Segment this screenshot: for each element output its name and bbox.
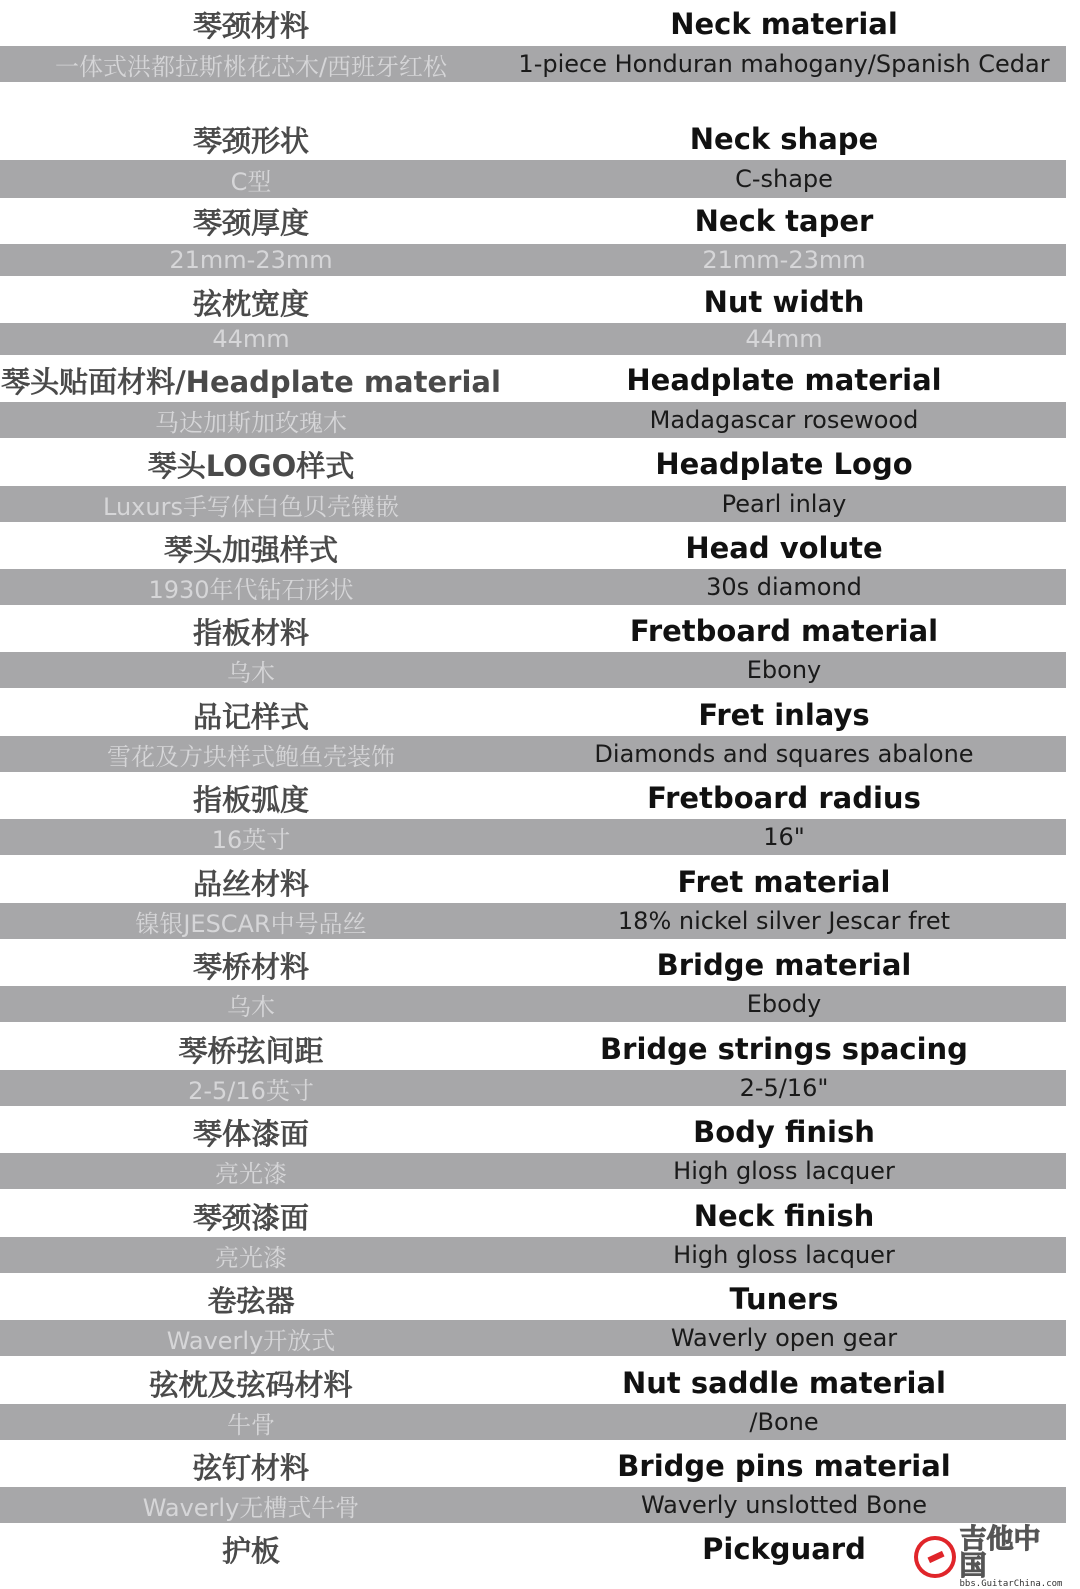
guitar-logo-icon bbox=[914, 1536, 956, 1578]
spec-value-row bbox=[0, 819, 1066, 855]
spec-title-en: Neck finish bbox=[693, 1199, 875, 1233]
spec-value-cn: Waverly开放式 bbox=[166, 1326, 336, 1355]
spec-value-en: Waverly unslotted Bone bbox=[640, 1491, 928, 1519]
spec-value-cn: C型 bbox=[230, 167, 272, 196]
spec-value-cn: 21mm-23mm bbox=[169, 246, 333, 274]
spec-title-en: Pickguard bbox=[702, 1532, 866, 1566]
spec-title-cn: 琴颈材料 bbox=[192, 8, 309, 43]
watermark-text bbox=[959, 1523, 1066, 1589]
spec-title-en: Fretboard material bbox=[629, 614, 939, 648]
spec-value-row bbox=[0, 323, 1066, 355]
spec-value-cn: Luxurs手写体白色贝壳镶嵌 bbox=[103, 492, 399, 521]
spec-title-en: Headplate Logo bbox=[655, 447, 913, 481]
spec-title-en: Nut saddle material bbox=[622, 1366, 946, 1400]
spec-value-cn: Waverly无槽式牛骨 bbox=[142, 1493, 360, 1522]
spec-title-cn: 琴头加强样式 bbox=[163, 532, 338, 567]
spec-value-en: Diamonds and squares abalone bbox=[594, 740, 974, 768]
site-watermark bbox=[914, 1523, 1066, 1589]
spec-title-en: Tuners bbox=[729, 1282, 839, 1316]
spec-title-row bbox=[0, 198, 1080, 244]
spec-title-cn: 琴桥弦间距 bbox=[178, 1033, 324, 1068]
watermark-url: bbs.GuitarChina.com bbox=[959, 1578, 1063, 1589]
spec-value-row bbox=[0, 160, 1066, 198]
spec-value-cn: 16英寸 bbox=[211, 825, 291, 854]
spec-title-cn: 指板弧度 bbox=[192, 782, 309, 817]
spec-value-en: 16" bbox=[763, 823, 805, 851]
spec-title-row bbox=[0, 943, 1080, 987]
spec-value-cn: 乌木 bbox=[227, 992, 275, 1021]
spec-value-row bbox=[0, 46, 1066, 82]
spec-value-row bbox=[0, 1320, 1066, 1356]
spec-value-cn: 乌木 bbox=[227, 658, 275, 687]
spec-title-cn: 琴头贴面材料/Headplate material bbox=[1, 364, 501, 399]
spec-value-en: Madagascar rosewood bbox=[649, 406, 919, 434]
spec-value-cn: 2-5/16英寸 bbox=[188, 1076, 314, 1105]
spec-title-cn: 琴体漆面 bbox=[192, 1116, 309, 1151]
spec-title-row bbox=[0, 118, 1080, 160]
spec-value-row bbox=[0, 244, 1066, 276]
spec-value-en: /Bone bbox=[749, 1408, 819, 1436]
spec-title-en: Fret material bbox=[677, 865, 891, 899]
spec-value-cn: 亮光漆 bbox=[215, 1243, 287, 1272]
spec-value-row bbox=[0, 986, 1066, 1022]
spec-value-en: High gloss lacquer bbox=[673, 1241, 895, 1269]
spec-value-row bbox=[0, 1237, 1066, 1273]
spec-value-en: C-shape bbox=[735, 165, 833, 193]
spec-value-cn: 镍银JESCAR中号品丝 bbox=[135, 909, 367, 938]
spec-value-cn: 牛骨 bbox=[227, 1410, 275, 1439]
spec-value-en: 44mm bbox=[745, 325, 823, 353]
spec-value-cn: 亮光漆 bbox=[215, 1159, 287, 1188]
spec-value-row bbox=[0, 1070, 1066, 1106]
spec-value-en: 30s diamond bbox=[706, 573, 862, 601]
spec-value-row bbox=[0, 736, 1066, 772]
spec-title-row bbox=[0, 1110, 1080, 1154]
spec-title-row bbox=[0, 1444, 1080, 1488]
spec-title-en: Nut width bbox=[703, 285, 865, 319]
spec-value-row bbox=[0, 1404, 1066, 1440]
spec-value-row bbox=[0, 1153, 1066, 1189]
spec-value-en: 18% nickel silver Jescar fret bbox=[617, 907, 951, 935]
spec-title-cn: 琴桥材料 bbox=[192, 949, 309, 984]
spec-title-en: Bridge material bbox=[656, 948, 912, 982]
spec-value-en: Waverly open gear bbox=[670, 1324, 898, 1352]
spec-title-row bbox=[0, 1027, 1080, 1071]
spec-value-cn: 44mm bbox=[212, 325, 290, 353]
spec-title-row bbox=[0, 609, 1080, 653]
spec-value-row bbox=[0, 903, 1066, 939]
spec-title-en: Fret inlays bbox=[698, 698, 870, 732]
spec-title-en: Body finish bbox=[693, 1115, 875, 1149]
spec-value-row bbox=[0, 486, 1066, 522]
spec-value-cn: 马达加斯加玫瑰木 bbox=[155, 408, 347, 437]
spec-title-cn: 琴颈形状 bbox=[192, 123, 309, 158]
spec-title-en: Fretboard radius bbox=[647, 781, 921, 815]
spec-value-row bbox=[0, 402, 1066, 438]
spec-value-en: 21mm-23mm bbox=[702, 246, 866, 274]
spec-value-row bbox=[0, 652, 1066, 688]
spec-title-row bbox=[0, 442, 1080, 486]
spec-title-cn: 弦钉材料 bbox=[192, 1450, 309, 1485]
spec-value-row bbox=[0, 1487, 1066, 1523]
spec-title-en: Bridge pins material bbox=[617, 1449, 951, 1483]
spec-value-en: 2-5/16" bbox=[739, 1074, 829, 1102]
spec-title-row bbox=[0, 776, 1080, 820]
spec-title-cn: 品记样式 bbox=[192, 699, 309, 734]
spec-title-en: Neck material bbox=[670, 7, 898, 41]
spec-title-cn: 琴颈漆面 bbox=[192, 1200, 309, 1235]
spec-value-en: Pearl inlay bbox=[721, 490, 847, 518]
spec-title-row bbox=[0, 860, 1080, 904]
watermark-site-name: 吉他中国 bbox=[959, 1523, 1041, 1582]
spec-title-row bbox=[0, 1361, 1080, 1405]
spec-title-en: Bridge strings spacing bbox=[600, 1032, 968, 1066]
spec-title-row bbox=[0, 1277, 1080, 1321]
spec-title-row bbox=[0, 693, 1080, 737]
spec-title-row bbox=[0, 526, 1080, 570]
spec-title-cn: 琴头LOGO样式 bbox=[147, 448, 355, 483]
spec-value-en: Ebony bbox=[746, 656, 822, 684]
spec-value-cn: 一体式洪都拉斯桃花芯木/西班牙红松 bbox=[54, 52, 448, 81]
spec-value-en: 1-piece Honduran mahogany/Spanish Cedar bbox=[518, 50, 1050, 78]
spec-title-cn: 指板材料 bbox=[192, 615, 309, 650]
spec-title-row bbox=[0, 358, 1080, 402]
spec-title-row bbox=[0, 280, 1080, 324]
spec-title-cn: 弦枕宽度 bbox=[192, 286, 309, 321]
spec-title-cn: 品丝材料 bbox=[192, 866, 309, 901]
spec-title-cn: 护板 bbox=[221, 1533, 280, 1568]
spec-title-row bbox=[0, 2, 1080, 46]
spec-title-en: Head volute bbox=[685, 531, 883, 565]
spec-title-en: Neck taper bbox=[694, 204, 874, 238]
spec-title-row bbox=[0, 1194, 1080, 1238]
spec-value-en: High gloss lacquer bbox=[673, 1157, 895, 1185]
spec-value-row bbox=[0, 569, 1066, 605]
spec-title-en: Neck shape bbox=[689, 122, 879, 156]
spec-title-cn: 卷弦器 bbox=[207, 1283, 295, 1318]
spec-value-en: Ebody bbox=[746, 990, 822, 1018]
spec-title-cn: 弦枕及弦码材料 bbox=[149, 1367, 353, 1402]
spec-value-cn: 1930年代钻石形状 bbox=[148, 575, 354, 604]
spec-title-en: Headplate material bbox=[626, 363, 942, 397]
spec-value-cn: 雪花及方块样式鲍鱼壳装饰 bbox=[107, 742, 395, 771]
spec-title-cn: 琴颈厚度 bbox=[192, 205, 309, 240]
